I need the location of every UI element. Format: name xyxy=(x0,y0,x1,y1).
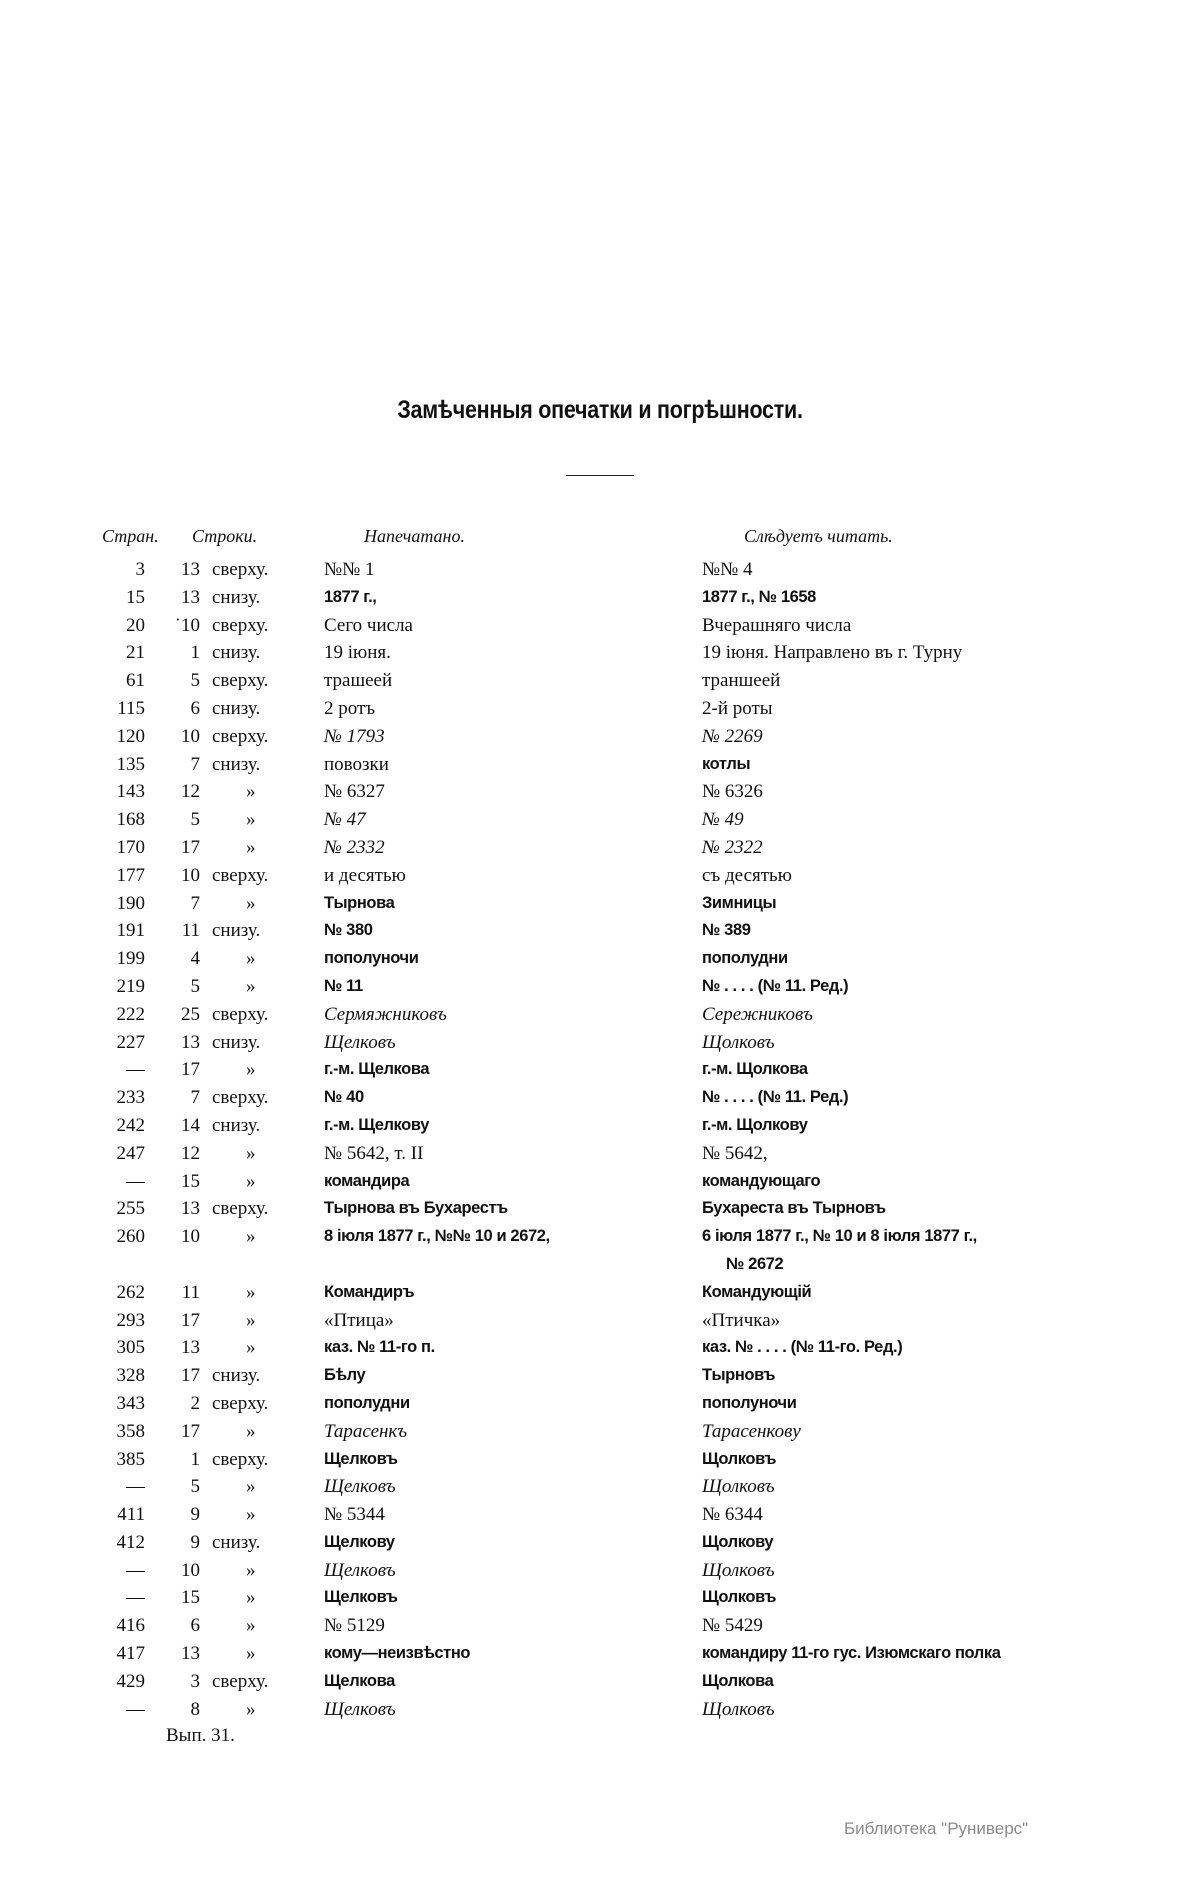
correct-text: Вчерашняго числа xyxy=(702,614,852,636)
table-row xyxy=(0,1195,1200,1223)
line-direction: » xyxy=(246,1559,256,1581)
printed-text: 2 ротъ xyxy=(324,697,376,719)
page-number: 429 xyxy=(116,1670,145,1692)
header-printed: Напечатано. xyxy=(364,526,465,546)
table-row xyxy=(0,1390,1200,1418)
printed-text: 19 іюня. xyxy=(324,642,391,664)
line-direction: » xyxy=(246,892,256,914)
line-number: 14 xyxy=(181,1114,200,1136)
line-direction: сверху. xyxy=(212,1670,269,1692)
table-row xyxy=(0,584,1200,612)
line-number: 11 xyxy=(181,1281,200,1303)
page-number: 219 xyxy=(116,975,145,997)
header-correct: Слѣдуетъ читать. xyxy=(744,526,893,546)
line-direction: » xyxy=(246,1059,256,1081)
line-number: 12 xyxy=(181,1142,200,1164)
line-direction: сверху. xyxy=(212,1448,269,1470)
page-number: 143 xyxy=(116,781,145,803)
printed-text: Щелкова xyxy=(324,1671,395,1690)
line-number: 1 xyxy=(190,1448,200,1470)
line-number: 2 xyxy=(190,1392,200,1414)
line-direction: » xyxy=(246,1420,256,1442)
page-number: 233 xyxy=(116,1087,145,1109)
line-direction: снизу. xyxy=(212,642,261,664)
page-number: 385 xyxy=(116,1448,145,1470)
correct-text: 1877 г., № 1658 xyxy=(702,587,816,606)
table-row xyxy=(0,1418,1200,1446)
line-direction: сверху. xyxy=(212,670,269,692)
page-number: 417 xyxy=(116,1643,145,1665)
table-row xyxy=(0,1446,1200,1474)
printed-text: № 380 xyxy=(324,921,373,940)
correct-text: каз. № . . . . (№ 11-го. Ред.) xyxy=(702,1338,903,1357)
line-number: 17 xyxy=(181,1365,200,1387)
table-row xyxy=(0,917,1200,945)
table-row xyxy=(0,973,1200,1001)
correct-text: Зимницы xyxy=(702,893,777,912)
table-row xyxy=(0,751,1200,779)
line-direction: » xyxy=(246,1226,256,1248)
printed-text: Тырнова xyxy=(324,893,395,912)
page-number: 343 xyxy=(116,1392,145,1414)
printed-text: 1877 г., xyxy=(324,587,377,606)
line-direction: снизу. xyxy=(212,1531,261,1553)
line-direction: » xyxy=(246,975,256,997)
header-lines: Строки. xyxy=(192,526,258,546)
line-number: 10 xyxy=(181,864,200,886)
printed-text: № 2332 xyxy=(324,836,385,858)
correct-text: № 49 xyxy=(702,809,744,831)
correct-text: 6 іюля 1877 г., № 10 и 8 іюля 1877 г., xyxy=(702,1227,977,1246)
line-direction: сверху. xyxy=(212,864,269,886)
line-direction: » xyxy=(246,1309,256,1331)
table-row xyxy=(0,890,1200,918)
correct-text: «Птичка» xyxy=(702,1309,781,1331)
correct-text: Щолковъ xyxy=(702,1449,777,1468)
printed-text: № 5344 xyxy=(324,1504,385,1526)
printed-text: Командиръ xyxy=(324,1282,415,1301)
line-number: 8 xyxy=(190,1698,200,1720)
table-row xyxy=(0,667,1200,695)
issue-label: Вып. 31. xyxy=(166,1725,235,1746)
page-number: 222 xyxy=(116,1003,145,1025)
correct-text: пополуночи xyxy=(702,1393,797,1412)
printed-text: 8 іюля 1877 г., №№ 10 и 2672, xyxy=(324,1227,550,1246)
page-title: Замѣченныя опечатки и погрѣшности. xyxy=(397,396,803,424)
line-number: 13 xyxy=(181,559,200,580)
line-direction: сверху. xyxy=(212,1003,269,1025)
library-watermark: Библиотека "Руниверс" xyxy=(844,1819,1029,1838)
table-row xyxy=(0,1223,1200,1251)
correct-text: Щолковъ xyxy=(702,1559,775,1581)
correct-text: Щолковъ xyxy=(702,1476,775,1498)
correct-text: Щолковъ xyxy=(702,1031,775,1053)
table-row xyxy=(0,1084,1200,1112)
page-number: — xyxy=(126,1587,145,1609)
printed-text: Щелковъ xyxy=(324,1449,398,1468)
line-number: 1 xyxy=(190,642,200,664)
table-row xyxy=(0,1279,1200,1307)
page-number: 170 xyxy=(116,836,145,858)
correct-text: № 5429 xyxy=(702,1615,763,1637)
line-number: 10 xyxy=(181,725,200,747)
printed-text: пополудни xyxy=(324,1393,410,1412)
page-number: 135 xyxy=(116,753,145,775)
correct-text: Щолковъ xyxy=(702,1698,775,1720)
line-direction: » xyxy=(246,1643,256,1665)
line-direction: сверху. xyxy=(212,614,269,636)
correct-text: № 2322 xyxy=(702,836,763,858)
line-number: 10 xyxy=(181,1559,200,1581)
page-number: 120 xyxy=(116,725,145,747)
correct-text: Тарасенкову xyxy=(702,1420,801,1442)
printed-text: Щелковъ xyxy=(324,1559,396,1581)
correct-text: г.-м. Щолкова xyxy=(702,1060,808,1079)
line-number: 13 xyxy=(181,586,200,608)
printed-text: каз. № 11-го п. xyxy=(324,1338,435,1357)
line-direction: » xyxy=(246,1504,256,1526)
line-number: 17 xyxy=(181,836,200,858)
correct-text: № 2269 xyxy=(702,725,763,747)
page-number: — xyxy=(126,1698,145,1720)
correct-text: № . . . . (№ 11. Ред.) xyxy=(702,1088,849,1107)
printed-text: Сермяжниковъ xyxy=(324,1003,447,1025)
correct-text: Щолкову xyxy=(702,1532,774,1551)
printed-text: № 11 xyxy=(324,976,363,995)
line-number: 13 xyxy=(181,1337,200,1359)
line-direction: » xyxy=(246,809,256,831)
printed-text: Щелковъ xyxy=(324,1031,396,1053)
printed-text: и десятью xyxy=(324,864,406,886)
header-page: Стран. xyxy=(102,526,159,546)
page-number: 20 xyxy=(126,614,145,636)
printed-text: № 5129 xyxy=(324,1615,385,1637)
line-direction: снизу. xyxy=(212,697,261,719)
page-number: 15 xyxy=(126,586,145,608)
table-row xyxy=(0,1001,1200,1029)
printed-text: Сего числа xyxy=(324,614,413,636)
printed-text: № 47 xyxy=(324,809,366,831)
printed-text: № 5642, т. II xyxy=(324,1142,424,1164)
table-row xyxy=(0,1640,1200,1668)
line-direction: снизу. xyxy=(212,1114,261,1136)
printed-text: № 6327 xyxy=(324,781,385,803)
page-number: 199 xyxy=(116,948,145,970)
page-number: 168 xyxy=(116,809,145,831)
printed-text: пополуночи xyxy=(324,949,419,968)
line-direction: » xyxy=(246,781,256,803)
correct-text: котлы xyxy=(702,754,751,773)
page-number: — xyxy=(126,1170,145,1192)
correct-text: Командующій xyxy=(702,1282,812,1301)
correct-text: Сережниковъ xyxy=(702,1003,813,1025)
line-number: 9 xyxy=(190,1531,200,1553)
line-number: 5 xyxy=(190,1476,200,1498)
line-number: 15 xyxy=(181,1587,200,1609)
page-number: 3 xyxy=(135,559,145,580)
page-number: 412 xyxy=(116,1531,145,1553)
printed-text: № 1793 xyxy=(324,725,385,747)
table-row xyxy=(0,612,1200,640)
correct-text: Тырновъ xyxy=(702,1366,776,1385)
page-number: 227 xyxy=(116,1031,145,1053)
printed-text: Щелковъ xyxy=(324,1476,396,1498)
table-row xyxy=(0,1029,1200,1057)
table-row xyxy=(0,1112,1200,1140)
line-direction: » xyxy=(246,1170,256,1192)
correct-text: № . . . . (№ 11. Ред.) xyxy=(702,976,849,995)
table-row xyxy=(0,1307,1200,1335)
errata-table xyxy=(0,556,1200,1723)
table-row-continuation xyxy=(0,1251,1200,1279)
page-number: — xyxy=(126,1559,145,1581)
correct-text: съ десятью xyxy=(702,864,792,886)
page-number: 260 xyxy=(116,1226,145,1248)
printed-text: повозки xyxy=(324,753,389,775)
correct-text: командиру 11-го гус. Изюмскаго полка xyxy=(702,1644,1001,1663)
page-number: 255 xyxy=(116,1198,145,1220)
table-row xyxy=(0,695,1200,723)
page-number: 293 xyxy=(116,1309,145,1331)
table-row xyxy=(0,1584,1200,1612)
line-number: 7 xyxy=(190,892,200,914)
line-direction: » xyxy=(246,1142,256,1164)
line-number: 6 xyxy=(190,697,200,719)
correct-text: пополудни xyxy=(702,949,788,968)
table-row xyxy=(0,1557,1200,1585)
table-row xyxy=(0,1334,1200,1362)
correct-text: № 389 xyxy=(702,921,751,940)
printed-text: г.-м. Щелкова xyxy=(324,1060,430,1079)
table-row xyxy=(0,1501,1200,1529)
line-direction: » xyxy=(246,1698,256,1720)
line-direction: снизу. xyxy=(212,1365,261,1387)
line-direction: » xyxy=(246,948,256,970)
line-direction: сверху. xyxy=(212,725,269,747)
page-number: 21 xyxy=(126,642,145,664)
table-row xyxy=(0,1668,1200,1696)
printed-text: кому—неизвѣстно xyxy=(324,1644,471,1663)
printed-text: Щелкову xyxy=(324,1532,395,1551)
correct-text: г.-м. Щолкову xyxy=(702,1115,808,1134)
printed-text: трашеей xyxy=(324,670,393,692)
page-number: 61 xyxy=(126,670,145,692)
page-number: 305 xyxy=(116,1337,145,1359)
line-number: 13 xyxy=(181,1198,200,1220)
table-row xyxy=(0,723,1200,751)
page-number: 416 xyxy=(116,1615,145,1637)
table-row xyxy=(0,1473,1200,1501)
table-row xyxy=(0,806,1200,834)
table-row xyxy=(0,1612,1200,1640)
correct-text: траншеей xyxy=(702,670,781,692)
line-direction: сверху. xyxy=(212,1087,269,1109)
correct-text: Бухареста въ Тырновъ xyxy=(702,1199,886,1218)
table-row xyxy=(0,778,1200,806)
line-number: 12 xyxy=(181,781,200,803)
line-number: 25 xyxy=(181,1003,200,1025)
line-direction: » xyxy=(246,1587,256,1609)
page-number: 411 xyxy=(117,1504,145,1526)
page-number: — xyxy=(126,1059,145,1081)
correct-text: № 5642, xyxy=(702,1142,768,1164)
line-number: 13 xyxy=(181,1031,200,1053)
line-number: 6 xyxy=(190,1615,200,1637)
line-number: 10 xyxy=(181,1226,200,1248)
correct-text: 2-й роты xyxy=(702,697,773,719)
line-number: 3 xyxy=(190,1670,200,1692)
page-number: 242 xyxy=(116,1114,145,1136)
title-divider xyxy=(566,475,634,476)
correct-text: командующаго xyxy=(702,1171,821,1190)
table-row xyxy=(0,945,1200,973)
table-row xyxy=(0,1056,1200,1084)
line-number: 7 xyxy=(190,1087,200,1109)
line-direction: сверху. xyxy=(212,559,269,580)
table-row xyxy=(0,1362,1200,1390)
table-row xyxy=(0,1168,1200,1196)
page-number: 191 xyxy=(116,920,145,942)
printed-text: Тырнова въ Бухарестъ xyxy=(324,1199,508,1218)
line-number: 17 xyxy=(181,1059,200,1081)
line-number: 17 xyxy=(181,1420,200,1442)
printed-text: г.-м. Щелкову xyxy=(324,1115,429,1134)
table-row xyxy=(0,556,1200,584)
line-number: 7 xyxy=(190,753,200,775)
table-row xyxy=(0,1696,1200,1724)
line-direction: » xyxy=(246,1476,256,1498)
printed-text: № 40 xyxy=(324,1088,364,1107)
printed-text: Щелковъ xyxy=(324,1698,396,1720)
printed-text: «Птица» xyxy=(324,1309,394,1331)
line-direction: » xyxy=(246,1281,256,1303)
line-direction: сверху. xyxy=(212,1392,269,1414)
correct-text: Щолковъ xyxy=(702,1588,777,1607)
correct-text: 19 іюня. Направлено въ г. Турну xyxy=(702,642,963,664)
table-row xyxy=(0,834,1200,862)
printed-text: Тарасенкъ xyxy=(324,1420,408,1442)
page-number: — xyxy=(126,1476,145,1498)
table-row xyxy=(0,1140,1200,1168)
page-number: 358 xyxy=(116,1420,145,1442)
correct-text: № 6326 xyxy=(702,781,763,803)
line-number: 4 xyxy=(190,948,200,970)
line-number: 15 xyxy=(181,1170,200,1192)
line-direction: » xyxy=(246,1337,256,1359)
page-number: 115 xyxy=(117,697,145,719)
line-direction: снизу. xyxy=(212,753,261,775)
line-number: 13 xyxy=(181,1643,200,1665)
page-number: 328 xyxy=(116,1365,145,1387)
table-row xyxy=(0,639,1200,667)
line-direction: » xyxy=(246,1615,256,1637)
line-number: ˙10 xyxy=(174,614,200,636)
printed-text: командира xyxy=(324,1171,410,1190)
page-number: 177 xyxy=(116,864,145,886)
line-direction: снизу. xyxy=(212,920,261,942)
line-number: 5 xyxy=(190,670,200,692)
correct-text: № 6344 xyxy=(702,1504,763,1526)
correct-text-continued: № 2672 xyxy=(726,1254,784,1273)
line-number: 5 xyxy=(190,809,200,831)
line-number: 11 xyxy=(181,920,200,942)
line-number: 9 xyxy=(190,1504,200,1526)
table-row xyxy=(0,1529,1200,1557)
table-row xyxy=(0,862,1200,890)
line-number: 17 xyxy=(181,1309,200,1331)
line-number: 5 xyxy=(190,975,200,997)
line-direction: » xyxy=(246,836,256,858)
printed-text: №№ 1 xyxy=(324,559,375,580)
page-number: 190 xyxy=(116,892,145,914)
line-direction: снизу. xyxy=(212,586,261,608)
correct-text: №№ 4 xyxy=(702,559,753,580)
printed-text: Бѣлу xyxy=(324,1366,366,1385)
correct-text: Щолкова xyxy=(702,1671,774,1690)
line-direction: снизу. xyxy=(212,1031,261,1053)
page-number: 247 xyxy=(116,1142,145,1164)
line-direction: сверху. xyxy=(212,1198,269,1220)
page-number: 262 xyxy=(116,1281,145,1303)
printed-text: Щелковъ xyxy=(324,1588,398,1607)
